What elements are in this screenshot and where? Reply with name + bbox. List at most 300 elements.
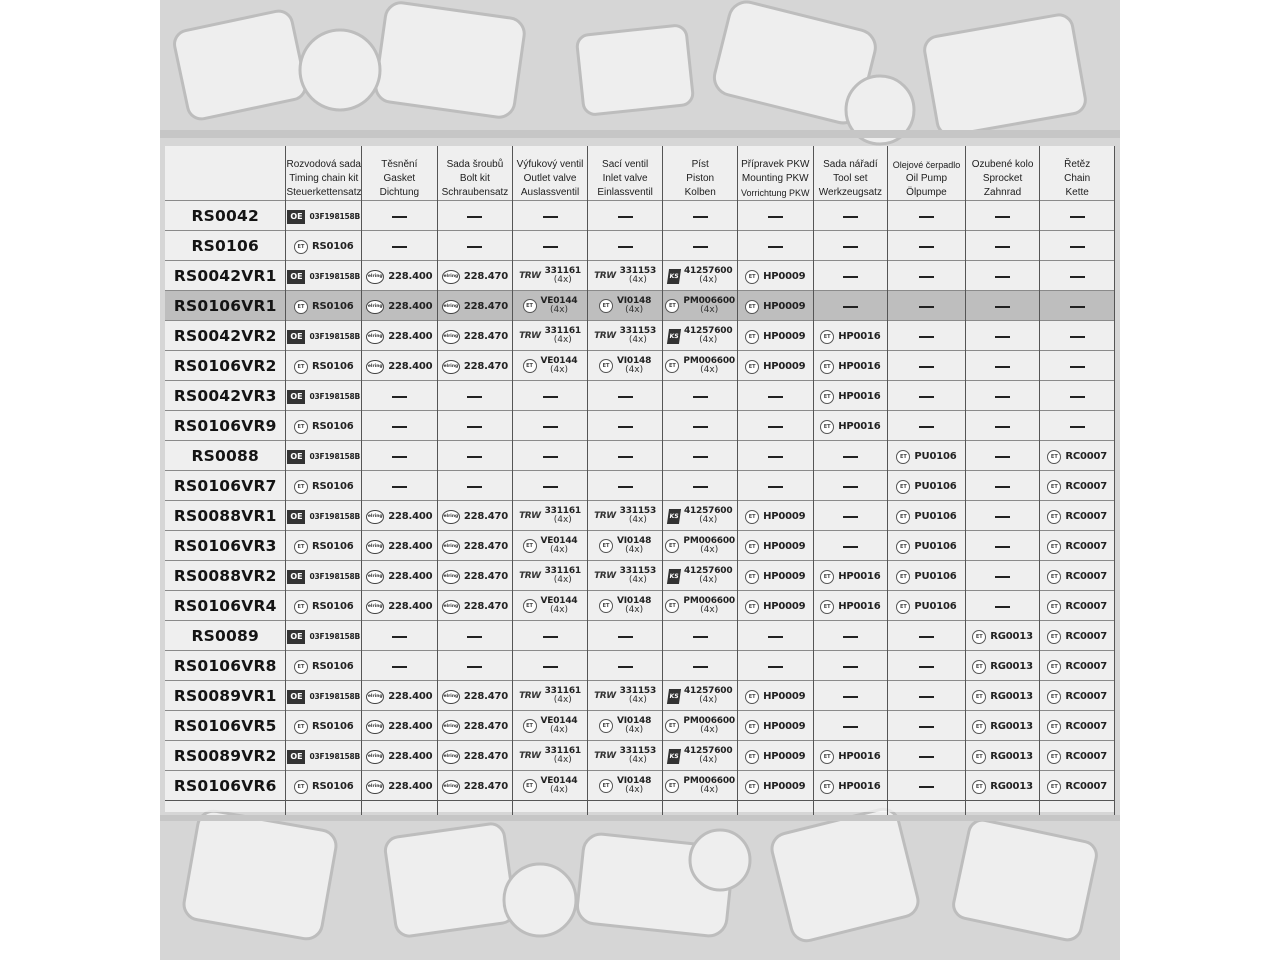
not-included-dash — [919, 246, 934, 248]
part-reference — [745, 360, 805, 374]
table-row[interactable] — [165, 231, 1115, 261]
part-code: HP0009 — [763, 721, 806, 732]
not-included-dash — [843, 696, 858, 698]
not-included-dash — [543, 636, 558, 638]
trw-logo-icon: TRW — [519, 271, 541, 282]
not-included-dash — [467, 456, 482, 458]
part-code: 331161 — [544, 686, 581, 697]
cell-toolset — [813, 711, 888, 741]
cell-inlet — [587, 771, 663, 801]
part-reference — [294, 240, 354, 254]
part-reference — [294, 780, 354, 794]
cell-gasket — [362, 771, 438, 801]
et-logo-icon: ET — [820, 600, 834, 614]
not-included-dash — [618, 426, 633, 428]
not-included-dash — [995, 576, 1010, 578]
et-logo-icon: ET — [820, 360, 834, 374]
table-row[interactable] — [165, 621, 1115, 651]
not-included-dash — [543, 246, 558, 248]
et-logo-icon: ET — [599, 779, 613, 793]
cell-timing — [286, 381, 362, 411]
cell-inlet — [587, 381, 663, 411]
ks-logo-icon: KS — [667, 749, 681, 764]
cell-chain — [1040, 261, 1115, 291]
table-row[interactable] — [165, 411, 1115, 441]
part-code: 331161 — [544, 746, 581, 757]
part-code: 03F198158B — [309, 272, 361, 281]
cell-inlet — [587, 711, 663, 741]
table-row[interactable] — [165, 261, 1115, 291]
cell-gasket — [362, 261, 438, 291]
table-row[interactable] — [165, 771, 1115, 801]
part-code: 03F198158B — [309, 452, 361, 461]
column-header-outlet — [513, 146, 588, 201]
cell-gasket — [362, 441, 438, 471]
et-logo-icon: ET — [665, 359, 679, 373]
not-included-dash — [919, 636, 934, 638]
cell-timing — [286, 351, 362, 381]
column-header-line: Sada šroubů — [446, 159, 504, 170]
part-code: 228.400 — [388, 781, 433, 792]
part-reference — [745, 330, 805, 344]
part-code: HP0016 — [838, 391, 881, 402]
not-included-dash — [995, 426, 1010, 428]
et-logo-icon: ET — [745, 300, 759, 314]
not-included-dash — [919, 276, 934, 278]
not-included-dash — [392, 426, 407, 428]
cell-timing — [286, 531, 362, 561]
column-header-line: Schraubensatz — [441, 187, 509, 198]
part-code: VE0144 — [540, 596, 578, 607]
cell-mounting — [737, 531, 813, 561]
cell-timing — [286, 321, 362, 351]
kit-number: RS0088 — [165, 441, 286, 471]
table-row[interactable] — [165, 351, 1115, 381]
column-header-line: Píst — [691, 159, 709, 170]
et-logo-icon: ET — [523, 779, 537, 793]
cell-oilpump — [888, 201, 966, 231]
et-logo-icon: ET — [665, 719, 679, 733]
part-reference — [442, 570, 508, 584]
part-reference — [287, 630, 360, 644]
not-included-dash — [467, 246, 482, 248]
cell-oilpump — [888, 741, 966, 771]
part-reference — [442, 690, 508, 704]
not-included-dash — [1070, 426, 1085, 428]
kit-number: RS0106VR1 — [165, 291, 286, 321]
not-included-dash — [843, 216, 858, 218]
part-code: 331161 — [544, 506, 581, 517]
part-quantity: (4x) — [699, 275, 718, 286]
cell-inlet — [587, 441, 663, 471]
part-code-with-qty — [683, 597, 735, 615]
part-quantity: (4x) — [625, 305, 644, 316]
cell-toolset — [813, 351, 888, 381]
part-code: RC0007 — [1065, 511, 1107, 522]
cell-chain — [1040, 411, 1115, 441]
part-code-with-qty — [541, 357, 578, 375]
kit-number: RS0089VR1 — [165, 681, 286, 711]
table-row[interactable] — [165, 201, 1115, 231]
cell-outlet — [513, 531, 588, 561]
table-row[interactable] — [165, 291, 1115, 321]
et-logo-icon: ET — [1047, 690, 1061, 704]
cell-outlet — [513, 231, 588, 261]
et-logo-icon: ET — [665, 299, 679, 313]
et-logo-icon: ET — [972, 690, 986, 704]
part-code: HP0009 — [763, 331, 806, 342]
oe-logo-icon: OE — [287, 210, 305, 224]
part-code: 331161 — [544, 566, 581, 577]
part-reference — [745, 750, 805, 764]
part-code: 331153 — [619, 566, 657, 577]
elring-logo-icon: elring — [366, 600, 384, 614]
header-corner — [165, 146, 286, 201]
part-code: RC0007 — [1065, 571, 1107, 582]
part-code: PU0106 — [914, 451, 957, 462]
kit-number: RS0042VR3 — [165, 381, 286, 411]
not-included-dash — [693, 246, 708, 248]
column-header-line: Sací ventil — [602, 159, 649, 170]
et-logo-icon: ET — [745, 720, 759, 734]
table-row[interactable] — [165, 591, 1115, 621]
part-code: 41257600 — [683, 326, 733, 337]
et-logo-icon: ET — [745, 330, 759, 344]
parts-matrix-table — [165, 146, 1115, 815]
part-quantity: (4x) — [553, 515, 572, 526]
table-row[interactable] — [165, 651, 1115, 681]
not-included-dash — [618, 246, 633, 248]
part-quantity: (4x) — [699, 515, 718, 526]
part-reference — [366, 720, 432, 734]
part-reference — [294, 420, 354, 434]
cell-mounting — [737, 711, 813, 741]
column-header-line: Výfukový ventil — [516, 159, 584, 170]
cell-sprocket — [965, 561, 1040, 591]
table-row[interactable] — [165, 681, 1115, 711]
cell-outlet — [513, 201, 588, 231]
et-logo-icon: ET — [294, 240, 308, 254]
cell-inlet — [587, 741, 663, 771]
part-code: HP0009 — [763, 751, 806, 762]
part-reference — [366, 570, 432, 584]
part-code-with-qty — [684, 687, 733, 705]
trw-logo-icon: TRW — [594, 751, 616, 762]
part-reference — [599, 537, 651, 555]
part-reference — [820, 390, 880, 404]
part-code: 03F198158B — [309, 332, 361, 341]
part-code-with-qty — [683, 357, 735, 375]
part-code: 228.470 — [463, 571, 509, 582]
part-quantity: (4x) — [549, 545, 569, 556]
table-row[interactable] — [165, 561, 1115, 591]
table-row[interactable] — [165, 471, 1115, 501]
cell-mounting — [737, 261, 813, 291]
cell-outlet — [513, 321, 588, 351]
part-reference — [366, 780, 432, 794]
part-code: VI0148 — [617, 776, 652, 787]
cell-gasket — [362, 681, 438, 711]
part-reference — [442, 300, 508, 314]
cell-gasket — [362, 621, 438, 651]
cell-outlet — [513, 591, 588, 621]
part-code: PM006600 — [683, 716, 735, 727]
cell-toolset — [813, 441, 888, 471]
cell-piston — [663, 291, 738, 321]
cell-sprocket — [965, 441, 1040, 471]
part-code-with-qty — [620, 267, 656, 285]
not-included-dash — [919, 756, 934, 758]
oe-logo-icon: OE — [287, 690, 305, 704]
not-included-dash — [1070, 396, 1085, 398]
part-reference — [442, 330, 508, 344]
part-quantity: (4x) — [700, 305, 719, 316]
et-logo-icon: ET — [294, 360, 308, 374]
part-code: VE0144 — [540, 776, 578, 787]
part-reference — [594, 687, 656, 705]
part-code: PU0106 — [914, 601, 957, 612]
not-included-dash — [1070, 366, 1085, 368]
kit-number: RS0106VR3 — [165, 531, 286, 561]
cell-timing — [286, 501, 362, 531]
part-code: 228.470 — [463, 301, 509, 312]
table-row[interactable] — [165, 321, 1115, 351]
et-logo-icon: ET — [1047, 480, 1061, 494]
part-code: 228.470 — [463, 781, 509, 792]
et-logo-icon: ET — [523, 599, 537, 613]
cell-sprocket — [965, 531, 1040, 561]
cell-toolset — [813, 411, 888, 441]
cell-sprocket — [965, 501, 1040, 531]
trw-logo-icon: TRW — [594, 271, 616, 282]
column-header-line: Sada nářadí — [823, 159, 878, 170]
cell-inlet — [587, 261, 663, 291]
table-row[interactable] — [165, 501, 1115, 531]
part-reference — [287, 330, 360, 344]
cell-chain — [1040, 771, 1115, 801]
part-reference — [442, 780, 508, 794]
part-reference — [294, 600, 354, 614]
part-reference — [820, 330, 880, 344]
table-row[interactable] — [165, 711, 1115, 741]
cell-sprocket — [965, 261, 1040, 291]
column-header-line: Steuerkettensatz — [286, 187, 362, 198]
part-code: RS0106 — [311, 361, 354, 372]
part-reference — [1047, 690, 1107, 704]
et-logo-icon: ET — [820, 750, 834, 764]
part-code: HP0016 — [838, 361, 881, 372]
cell-inlet — [587, 501, 663, 531]
part-code-with-qty — [684, 267, 733, 285]
kit-number: RS0106VR9 — [165, 411, 286, 441]
column-header-line: Timing chain kit — [289, 173, 359, 184]
table-row[interactable] — [165, 741, 1115, 771]
part-reference — [896, 540, 956, 554]
cell-bolt — [437, 771, 513, 801]
elring-logo-icon: elring — [366, 750, 384, 764]
et-logo-icon: ET — [972, 750, 986, 764]
not-included-dash — [919, 426, 934, 428]
cell-sprocket — [965, 621, 1040, 651]
column-header-line: Einlassventil — [597, 187, 653, 198]
elring-logo-icon: elring — [442, 510, 460, 524]
part-reference — [594, 327, 656, 345]
column-header-line: Dichtung — [379, 187, 420, 198]
cell-gasket — [362, 321, 438, 351]
column-header-line: Gasket — [383, 173, 416, 184]
part-code: RC0007 — [1065, 601, 1107, 612]
cell-inlet — [587, 351, 663, 381]
table-row[interactable] — [165, 381, 1115, 411]
part-code: 228.470 — [463, 721, 509, 732]
part-reference — [1047, 750, 1107, 764]
cell-sprocket — [965, 411, 1040, 441]
elring-logo-icon: elring — [366, 540, 384, 554]
cell-oilpump — [888, 261, 966, 291]
kit-number: RS0106 — [165, 231, 286, 261]
not-included-dash — [1070, 216, 1085, 218]
part-code-with-qty — [545, 687, 581, 705]
cell-chain — [1040, 711, 1115, 741]
part-reference — [896, 480, 956, 494]
part-reference — [287, 210, 360, 224]
oe-logo-icon: OE — [287, 750, 305, 764]
part-reference — [287, 390, 360, 404]
cell-bolt — [437, 201, 513, 231]
part-code: PU0106 — [914, 481, 957, 492]
part-code: 228.400 — [388, 271, 433, 282]
part-code: PM006600 — [683, 296, 735, 307]
part-code-with-qty — [683, 537, 735, 555]
cell-piston — [663, 501, 738, 531]
et-logo-icon: ET — [896, 480, 910, 494]
part-code: 331153 — [619, 326, 657, 337]
part-reference — [287, 270, 360, 284]
not-included-dash — [919, 306, 934, 308]
part-code: RC0007 — [1065, 451, 1107, 462]
part-code: HP0009 — [763, 301, 806, 312]
part-reference — [1047, 480, 1107, 494]
elring-logo-icon: elring — [366, 510, 384, 524]
column-header-line: Mounting PKW — [741, 173, 809, 184]
not-included-dash — [693, 636, 708, 638]
part-code-with-qty — [545, 567, 581, 585]
part-reference — [1047, 600, 1107, 614]
column-header-line: Ozubené kolo — [971, 159, 1034, 170]
not-included-dash — [843, 546, 858, 548]
cell-outlet — [513, 261, 588, 291]
et-logo-icon: ET — [599, 599, 613, 613]
ks-logo-icon: KS — [667, 689, 681, 704]
part-reference — [523, 777, 578, 795]
et-logo-icon: ET — [745, 750, 759, 764]
part-code: VE0144 — [540, 716, 578, 727]
cell-outlet — [513, 471, 588, 501]
not-included-dash — [543, 486, 558, 488]
cell-toolset — [813, 681, 888, 711]
elring-logo-icon: elring — [366, 360, 384, 374]
cell-mounting — [737, 381, 813, 411]
not-included-dash — [467, 216, 482, 218]
part-reference — [1047, 570, 1107, 584]
cell-timing — [286, 561, 362, 591]
et-logo-icon: ET — [1047, 600, 1061, 614]
et-logo-icon: ET — [745, 780, 759, 794]
cell-outlet — [513, 771, 588, 801]
table-row[interactable] — [165, 441, 1115, 471]
column-header-line: Zahnrad — [983, 187, 1022, 198]
table-row[interactable] — [165, 531, 1115, 561]
elring-logo-icon: elring — [366, 570, 384, 584]
trw-logo-icon: TRW — [519, 331, 541, 342]
cell-chain — [1040, 681, 1115, 711]
part-reference — [442, 360, 508, 374]
et-logo-icon: ET — [294, 540, 308, 554]
cell-piston — [663, 681, 738, 711]
cell-toolset — [813, 561, 888, 591]
not-included-dash — [768, 636, 783, 638]
trw-logo-icon: TRW — [519, 571, 541, 582]
part-code: HP0009 — [763, 511, 806, 522]
part-reference — [896, 450, 956, 464]
part-code: HP0016 — [838, 331, 881, 342]
part-reference — [745, 270, 805, 284]
cell-oilpump — [888, 381, 966, 411]
part-code: 331153 — [619, 746, 657, 757]
et-logo-icon: ET — [1047, 780, 1061, 794]
cell-timing — [286, 471, 362, 501]
column-header-oilpump — [888, 146, 966, 201]
et-logo-icon: ET — [665, 539, 679, 553]
part-reference — [972, 660, 1033, 674]
column-header-gasket — [362, 146, 438, 201]
et-logo-icon: ET — [820, 780, 834, 794]
cell-sprocket — [965, 351, 1040, 381]
et-logo-icon: ET — [972, 780, 986, 794]
part-code: RS0106 — [311, 601, 354, 612]
column-header-line: Olejové čerpadlo — [892, 160, 961, 170]
et-logo-icon: ET — [665, 599, 679, 613]
part-code: 228.400 — [388, 301, 433, 312]
cell-mounting — [737, 771, 813, 801]
part-quantity: (4x) — [625, 725, 644, 736]
cell-oilpump — [888, 681, 966, 711]
part-reference — [745, 540, 805, 554]
et-logo-icon: ET — [523, 539, 537, 553]
part-code: 41257600 — [683, 746, 733, 757]
cell-gasket — [362, 561, 438, 591]
part-reference — [1047, 780, 1107, 794]
cell-piston — [663, 231, 738, 261]
column-header-line: Bolt kit — [459, 173, 490, 184]
part-reference — [519, 267, 581, 285]
part-code: HP0016 — [838, 421, 881, 432]
et-logo-icon: ET — [1047, 540, 1061, 554]
part-reference — [665, 717, 735, 735]
not-included-dash — [467, 396, 482, 398]
part-reference — [665, 297, 735, 315]
et-logo-icon: ET — [745, 510, 759, 524]
elring-logo-icon: elring — [366, 330, 384, 344]
not-included-dash — [919, 336, 934, 338]
column-header-line: Kolben — [684, 187, 716, 198]
part-reference — [442, 510, 508, 524]
not-included-dash — [919, 786, 934, 788]
cell-bolt — [437, 441, 513, 471]
part-code: 228.400 — [388, 601, 433, 612]
trw-logo-icon: TRW — [594, 571, 616, 582]
tail-cell — [737, 801, 813, 816]
